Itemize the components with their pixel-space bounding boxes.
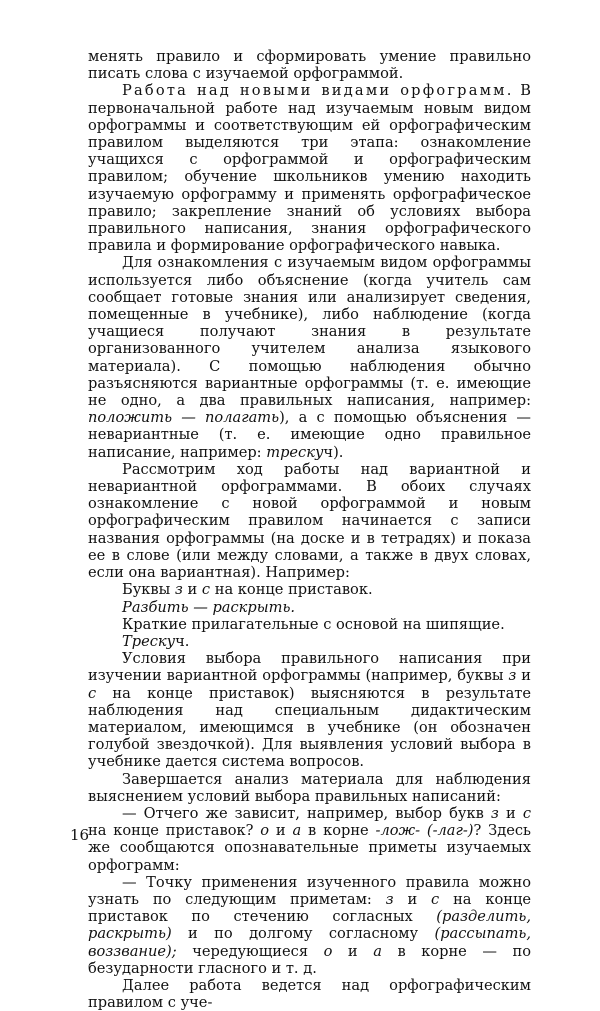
p8-text-e: чередующиеся	[176, 942, 324, 960]
p7-text-d: и	[269, 822, 293, 840]
ex1-text-b: и	[182, 581, 202, 599]
p3-text-b: ), а с помощью объяснения — невариантные (т. е. имеющие одно правильное написание, например:	[88, 409, 532, 461]
paragraph-3	[88, 254, 531, 460]
p5-letter-s: с	[88, 684, 97, 702]
example-line-1	[88, 581, 531, 598]
ex1-letter-z: з	[174, 581, 183, 599]
paragraph-2-text: В первоначальной работе над изучаемым новым видом орфограммы и соответствующим ей орфографическим правилом выделяются три этапа: ознакомление учащихся с орфограммой и орфографическим правилом; обучение школьников умению находить изучаемую орфограмму и применять орфографическое правило; закрепление знаний об условиях выбора правильного написания, знания орфографического правила и формирование орфографического навыка.	[88, 82, 531, 255]
p5-text-a: Условия выбора правильного написания при изучении вариантной орфограммы (например, буквы	[88, 650, 531, 685]
ex1-text-c: на конце приставок.	[210, 581, 373, 599]
p8-text-d: и по долгому согласному	[171, 925, 435, 943]
p8-example-1: (разделить, раскрыть)	[88, 908, 531, 943]
p8-letter-a: а	[373, 942, 382, 960]
p7-text-a: — Отчего же зависит, например, выбор букв	[122, 804, 491, 822]
ex4-italic: Треску	[122, 632, 176, 650]
p7-letter-a: а	[292, 822, 302, 840]
p7-root: -лож- (-лаг-)	[375, 822, 474, 840]
p5-letter-z: з	[508, 667, 517, 685]
p7-text-c: на конце приставок?	[88, 822, 261, 840]
p3-text-a: Для ознакомления с изучаемым видом орфограммы используется либо объяснение (когда учитель сам сообщает готовые знания или анализирует сведения, помещенные в учебнике), либо наблюдение (когда учащиеся получают знания в результате организованного учителем анализа языкового материала). С помощью наблюдения обычно разъясняются вариантные орфограммы (т. е. имеющие не одно, а два правильных написания, например:	[88, 254, 531, 410]
ex4-text: ч.	[175, 632, 190, 650]
p7-letter-z: з	[490, 804, 499, 822]
example-line-3: Краткие прилагательные с основой на шипящие.	[122, 615, 505, 633]
p3-example-1: положить — полагать	[88, 409, 280, 427]
paragraph-9: Далее работа ведется над орфографическим правилом с уче-	[88, 976, 531, 1011]
p8-text-c: на конце приставок по стечению согласных	[88, 890, 531, 926]
p5-text-b: и	[516, 667, 531, 685]
p3-example-2-end: ч	[323, 443, 334, 461]
paragraph-8	[88, 874, 531, 977]
p8-text-a: — Точку применения изученного правила можно узнать по следующим приметам:	[88, 873, 531, 908]
p8-text-f: и	[332, 942, 374, 960]
ex1-text-a: Буквы	[122, 581, 175, 599]
paragraph-5	[88, 650, 531, 770]
paragraph-6: Завершается анализ материала для наблюдения выяснением условий выбора правильных написаний:	[88, 770, 531, 805]
p8-example-2: (рассыпать, воззвание);	[88, 925, 531, 960]
p8-letter-o: о	[323, 942, 333, 960]
page-number: 16	[70, 826, 90, 844]
paragraph-1: менять правило и сформировать умение правильно писать слова с изучаемой орфограммой.	[88, 48, 531, 83]
p8-text-b: и	[393, 890, 432, 908]
p8-text-g: в корне — по безударности гласного и т. д.	[88, 942, 531, 977]
paragraph-2	[88, 82, 531, 254]
p8-letter-s: с	[431, 890, 440, 908]
p8-letter-z: з	[385, 890, 394, 908]
ex1-letter-s: с	[201, 581, 211, 599]
p7-letter-s: с	[522, 804, 531, 822]
p3-example-2: треску	[266, 443, 324, 461]
section-heading: Работа над новыми видами орфограмм.	[122, 82, 514, 100]
p5-text-c: на конце приставок) выясняются в результате наблюдения над специальным дидактическим материалом, имеющимся в учебнике (он обозначен голубой звездочкой). Для выявления условий выбора в учебнике дается система вопросов.	[88, 684, 531, 771]
p7-text-e: в корне	[301, 822, 376, 840]
example-line-4	[88, 633, 531, 650]
p7-text-f: ? Здесь же сообщаются опознавательные приметы изучаемых орфограмм:	[88, 822, 531, 874]
paragraph-4: Рассмотрим ход работы над вариантной и невариантной орфограммами. В обоих случаях ознакомление с новой орфограммой и новым орфографическим правилом начинается с записи названия орфограммы (на доске и в тетрадях) и показа ее в слове (или между словами, а также в двух словах, если она вариантная). Например:	[88, 460, 531, 582]
p7-letter-o: о	[260, 822, 270, 840]
p7-text-b: и	[498, 804, 523, 822]
example-line-2: Разбить — раскрыть.	[122, 598, 296, 616]
p3-text-c: ).	[333, 443, 344, 461]
paragraph-7	[88, 805, 531, 874]
body-text	[88, 48, 531, 1011]
